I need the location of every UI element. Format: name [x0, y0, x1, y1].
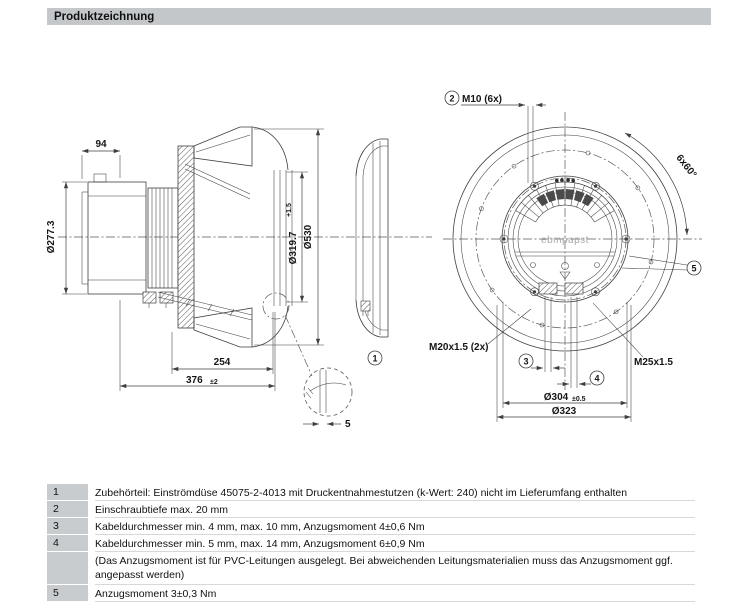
- note-number-cell: 2: [47, 501, 88, 518]
- label-m25-group: [593, 303, 673, 368]
- note-number-cell: 1: [47, 484, 88, 501]
- dim-319-label: Ø319.7: [288, 231, 299, 265]
- balloon-3-dim: [519, 297, 565, 372]
- dim-94: [82, 139, 120, 179]
- detail-callout: [263, 293, 352, 430]
- note-text: Kabeldurchmesser min. 4 mm, max. 10 mm, Anzugsmoment 4±0,6 Nm: [95, 518, 695, 535]
- svg-text:3: 3: [523, 356, 529, 367]
- page-title: Produktzeichnung: [54, 10, 155, 23]
- dim-304-label: Ø304: [543, 392, 569, 403]
- dim-277-label: Ø277.3: [46, 220, 57, 254]
- balloon-3: [519, 354, 533, 368]
- note-text: Kabeldurchmesser min. 5 mm, max. 14 mm, Anzugsmoment 6±0,9 Nm: [95, 535, 695, 552]
- dim-254-label: 254: [213, 357, 231, 368]
- side-view: [46, 127, 432, 430]
- balloon-2: [445, 91, 459, 105]
- product-drawing: [0, 26, 750, 506]
- note-text: Zubehörteil: Einströmdüse 45075-2-4013 mit Druckentnahmestutzen (k-Wert: 240) nicht im Lieferumfang enthalten: [95, 484, 695, 501]
- balloon-1: [368, 351, 382, 365]
- label-m20-group: [429, 309, 531, 353]
- dim-304-tolerance: ±0.5: [572, 396, 586, 403]
- inlet-nozzle: [356, 139, 388, 337]
- cable-glands-front: [539, 283, 583, 294]
- svg-text:1: 1: [372, 353, 378, 364]
- front-view: [429, 91, 702, 422]
- table-row: [47, 585, 712, 602]
- dim-5-label: 5: [345, 419, 351, 430]
- m20-label: M20x1.5 (2x): [429, 342, 489, 353]
- section-header-bar: [47, 8, 711, 25]
- svg-text:4: 4: [594, 373, 600, 384]
- label-m10-group: [445, 91, 546, 183]
- table-row: [47, 535, 712, 552]
- label-6x60: 6x60°: [673, 152, 699, 181]
- note-text: Anzugsmoment 3±0,3 Nm: [95, 585, 695, 602]
- note-text: Einschraubtiefe max. 20 mm: [95, 501, 695, 518]
- dim-diameter-277: [46, 182, 87, 294]
- note-number-cell: 5: [47, 585, 88, 602]
- motor-body: [82, 174, 146, 294]
- notes-table: [47, 484, 712, 602]
- table-row: [47, 552, 712, 585]
- svg-text:5: 5: [691, 263, 697, 274]
- svg-text:2: 2: [449, 93, 455, 104]
- dim-376-tolerance: ±2: [210, 379, 218, 386]
- pressure-tap: [361, 301, 370, 316]
- m25-label: M25x1.5: [634, 357, 673, 368]
- motor-fins: [148, 188, 178, 288]
- m10-label: M10 (6x): [462, 94, 503, 105]
- dim-6x60: [625, 133, 698, 235]
- balloon-4-dim: [557, 297, 604, 388]
- impeller-backplate: [178, 146, 194, 328]
- table-row: [47, 484, 712, 501]
- dim-530-label: Ø530: [303, 224, 314, 250]
- table-row: [47, 518, 712, 535]
- note-number-cell: 3: [47, 518, 88, 535]
- dim-319-tolerance: +1.5: [286, 203, 293, 217]
- balloon-5: [622, 256, 701, 275]
- table-row: [47, 501, 712, 518]
- balloon-4: [590, 371, 604, 385]
- dim-323-label: Ø323: [551, 406, 577, 417]
- note-number-cell: 4: [47, 535, 88, 552]
- note-number-cell: [47, 552, 88, 585]
- dim-376-label: 376: [186, 375, 203, 386]
- note-text: (Das Anzugsmoment ist für PVC-Leitungen ausgelegt. Bei abweichenden Leitungsmaterialien muss das Anzugsmoment ggf. angepasst werden): [95, 552, 695, 585]
- brand-logo: ebmpapst: [541, 235, 589, 246]
- dim-94-label: 94: [95, 139, 107, 150]
